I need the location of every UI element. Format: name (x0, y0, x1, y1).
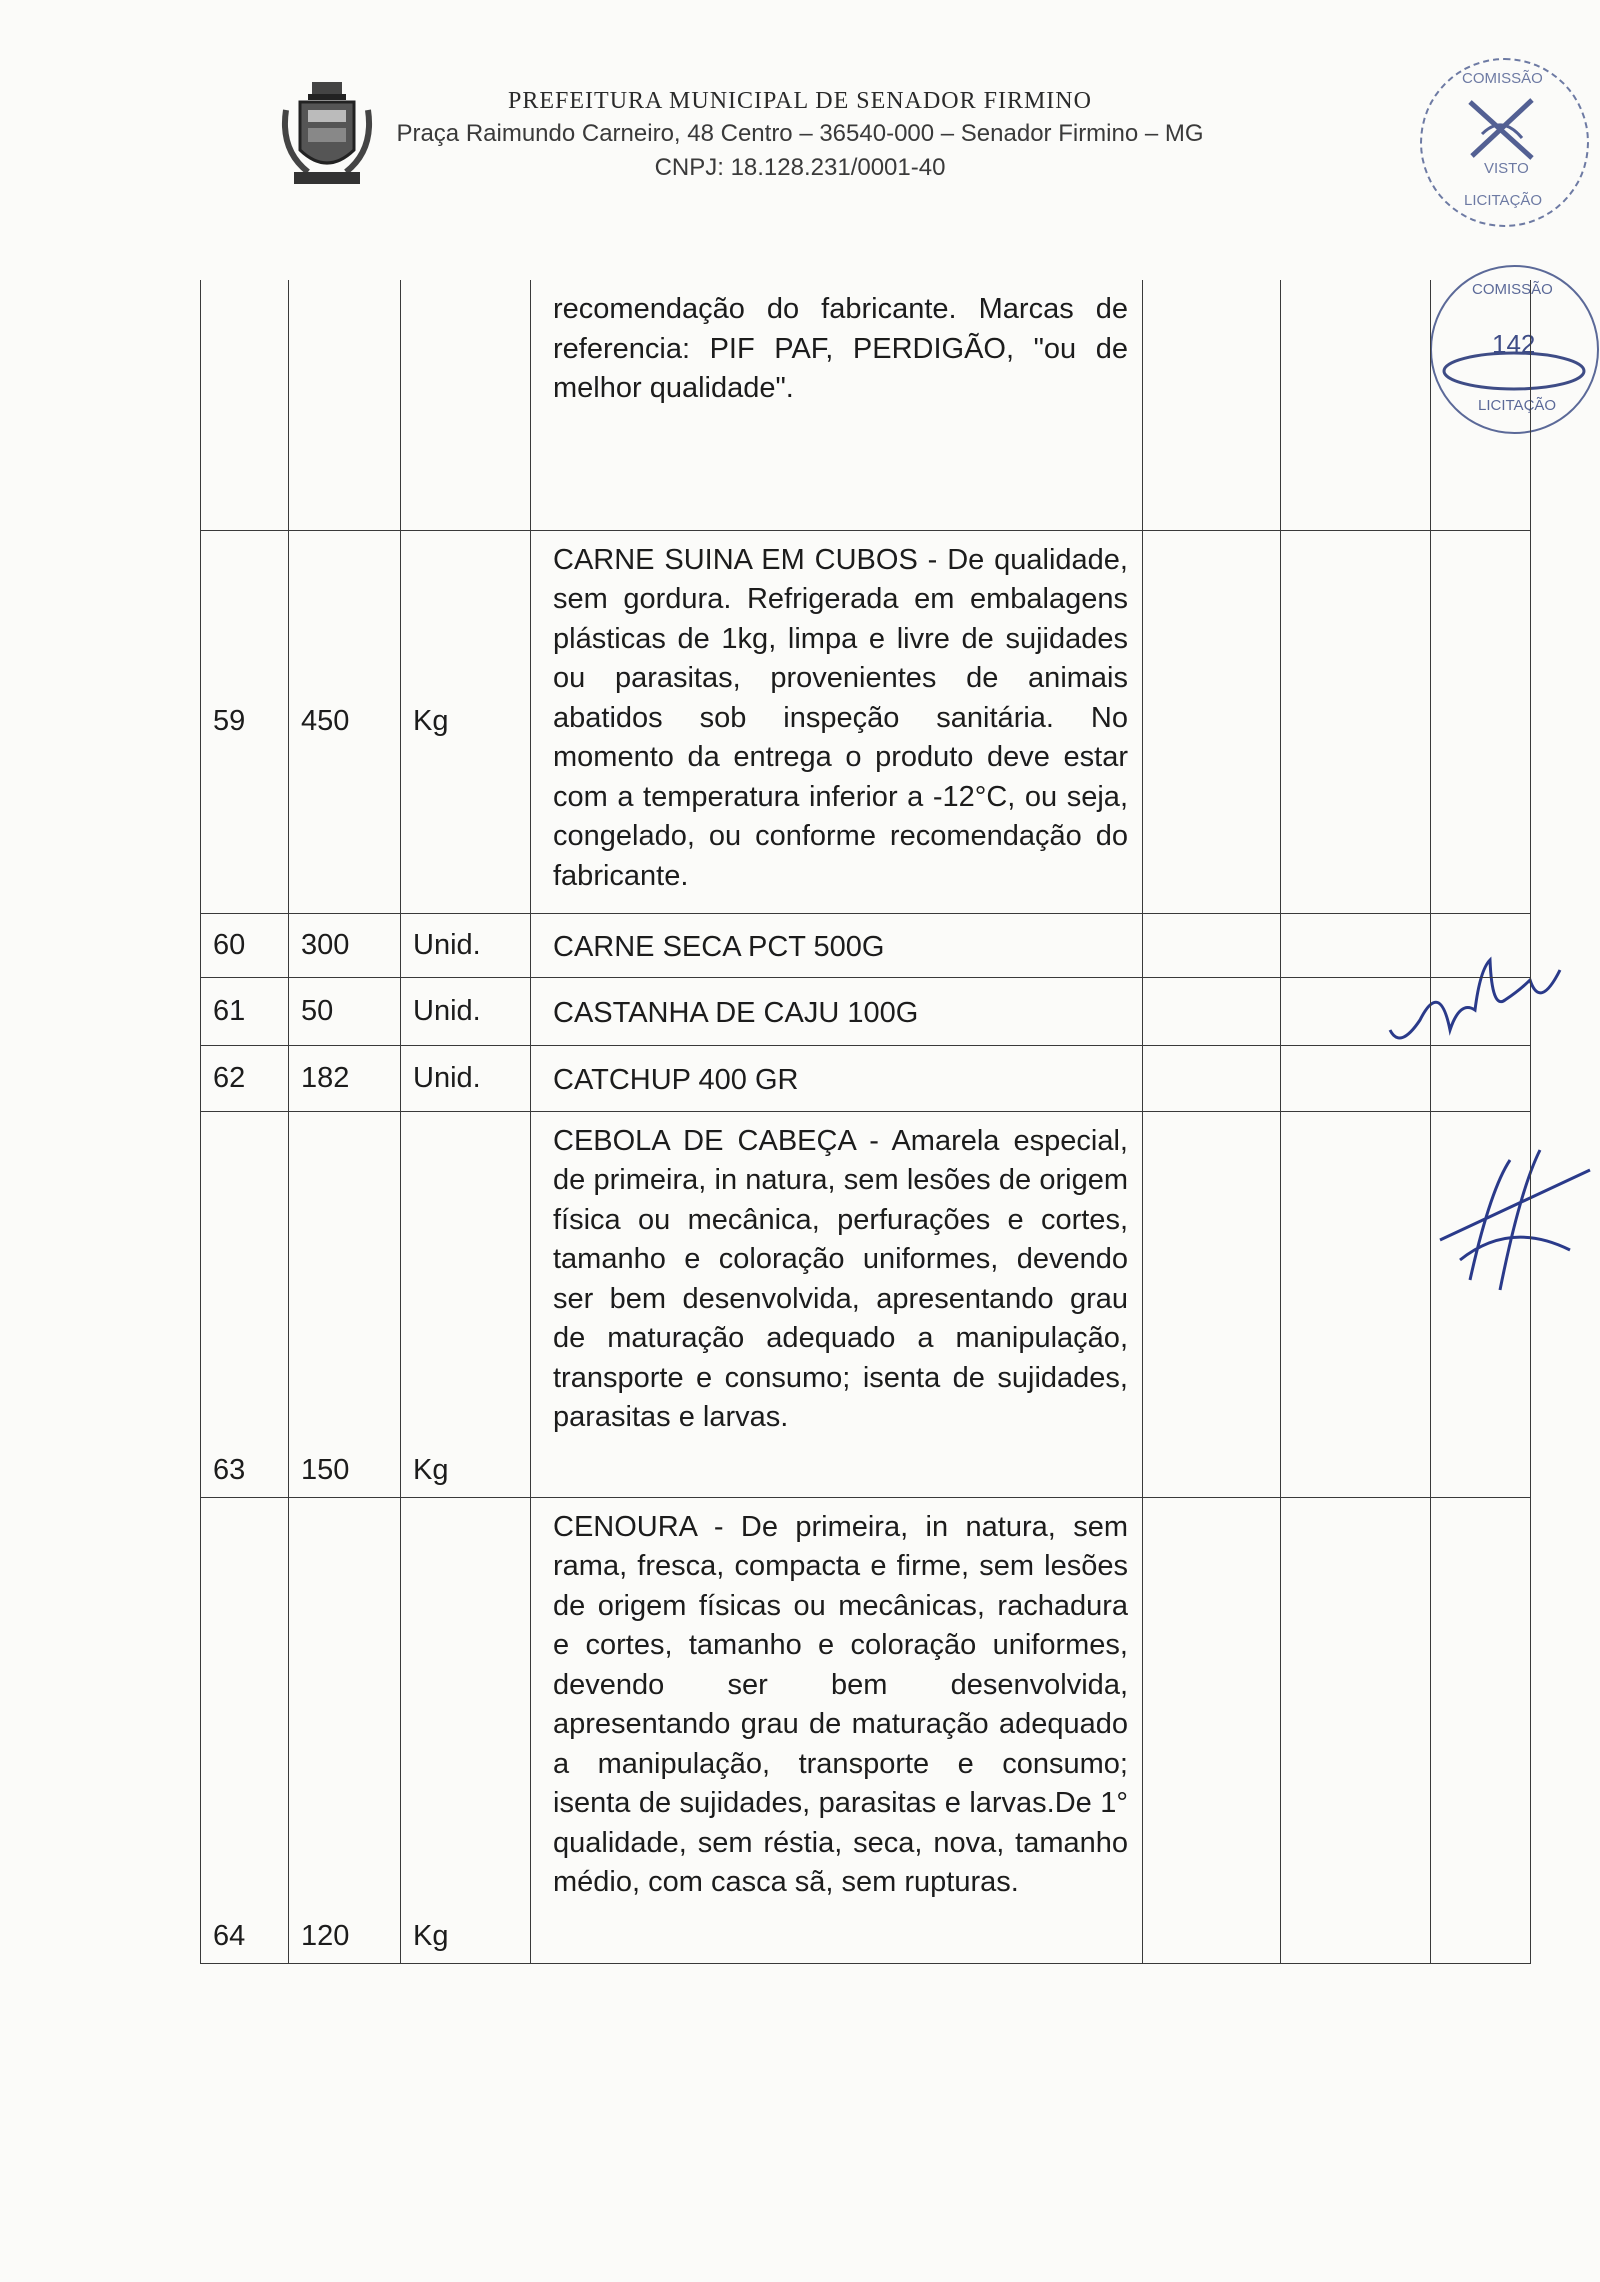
empty-cell (1431, 280, 1531, 530)
empty-cell (1143, 530, 1281, 913)
empty-cell (1143, 1045, 1281, 1111)
item-description: CEBOLA DE CABEÇA - Amarela especial, de primeira, in natura, sem lesões de origem física ou mecânica, perfurações e cortes, tamanho e coloração uniformes, devendo ser bem desenvolvida, apresentando grau de maturação adequado a manipulação, transporte e consumo; isenta de sujidades, parasitas e larvas. (531, 1111, 1143, 1497)
item-unit: Unid. (401, 913, 531, 977)
empty-cell (1431, 1497, 1531, 1963)
item-quantity (289, 280, 401, 530)
item-number: 60 (201, 913, 289, 977)
item-unit: Unid. (401, 1045, 531, 1111)
table-row (201, 913, 1531, 977)
empty-cell (1143, 1111, 1281, 1497)
item-description: CASTANHA DE CAJU 100G (531, 977, 1143, 1045)
empty-cell (1143, 280, 1281, 530)
item-unit: Unid. (401, 977, 531, 1045)
item-quantity: 150 (289, 1111, 401, 1497)
stamp-text: VISTO (1484, 160, 1529, 177)
address-line: Praça Raimundo Carneiro, 48 Centro – 36540-000 – Senador Firmino – MG (396, 120, 1204, 147)
item-description: recomendação do fabricante. Marcas de referencia: PIF PAF, PERDIGÃO, "ou de melhor qualidade". (531, 280, 1143, 530)
empty-cell (1431, 1111, 1531, 1497)
table-row (201, 280, 1531, 530)
stamp-number: 142 (1492, 329, 1536, 359)
item-unit (401, 280, 531, 530)
item-unit: Kg (401, 1497, 531, 1963)
item-number: 62 (201, 1045, 289, 1111)
table-row (201, 530, 1531, 913)
item-description: CARNE SECA PCT 500G (531, 913, 1143, 977)
table-row (201, 1111, 1531, 1497)
empty-cell (1281, 977, 1431, 1045)
item-number: 59 (201, 530, 289, 913)
stamp-text: LICITAÇÃO (1478, 397, 1557, 414)
item-description: CATCHUP 400 GR (531, 1045, 1143, 1111)
items-table (200, 280, 1530, 1964)
empty-cell (1281, 1111, 1431, 1497)
stamp-text: COMISSÃO (1472, 281, 1553, 298)
commission-stamp-top (1420, 58, 1589, 227)
empty-cell (1431, 530, 1531, 913)
letterhead (0, 88, 1600, 185)
item-number: 64 (201, 1497, 289, 1963)
empty-cell (1431, 913, 1531, 977)
item-quantity: 300 (289, 913, 401, 977)
item-number: 61 (201, 977, 289, 1045)
empty-cell (1143, 1497, 1281, 1963)
stamp-text: COMISSÃO (1462, 70, 1543, 87)
empty-cell (1281, 913, 1431, 977)
empty-cell (1281, 1045, 1431, 1111)
empty-cell (1143, 977, 1281, 1045)
item-number (201, 280, 289, 530)
empty-cell (1281, 530, 1431, 913)
empty-cell (1281, 1497, 1431, 1963)
table-row (201, 1497, 1531, 1963)
empty-cell (1143, 913, 1281, 977)
item-quantity: 450 (289, 530, 401, 913)
empty-cell (1431, 1045, 1531, 1111)
empty-cell (1431, 977, 1531, 1045)
item-description: CENOURA - De primeira, in natura, sem rama, fresca, compacta e firme, sem lesões de origem físicas ou mecânicas, rachadura e cortes, tamanho e coloração uniformes, devendo ser bem desenvolvida, apresentando grau de maturação adequado a manipulação, transporte e consumo; isenta de sujidades, parasitas e larvas.De 1° qualidade, sem réstia, seca, nova, tamanho médio, com casca sã, sem rupturas. (531, 1497, 1143, 1963)
organization-name: PREFEITURA MUNICIPAL DE SENADOR FIRMINO (508, 88, 1092, 114)
stamp-text: LICITAÇÃO (1464, 192, 1543, 209)
table-row (201, 977, 1531, 1045)
cnpj-line: CNPJ: 18.128.231/0001-40 (654, 154, 946, 181)
item-quantity: 120 (289, 1497, 401, 1963)
item-unit: Kg (401, 1111, 531, 1497)
empty-cell (1281, 280, 1431, 530)
item-unit: Kg (401, 530, 531, 913)
item-quantity: 182 (289, 1045, 401, 1111)
item-number: 63 (201, 1111, 289, 1497)
table-row (201, 1045, 1531, 1111)
item-description: CARNE SUINA EM CUBOS - De qualidade, sem gordura. Refrigerada em embalagens plásticas de 1kg, limpa e livre de sujidades ou parasitas, provenientes de animais abatidos sob inspeção sanitária. No momento da entrega o produto deve estar com a temperatura inferior a -12°C, ou seja, congelado, ou conforme recomendação do fabricante. (531, 530, 1143, 913)
stamp-mark-icon (1462, 94, 1542, 164)
item-quantity: 50 (289, 977, 401, 1045)
